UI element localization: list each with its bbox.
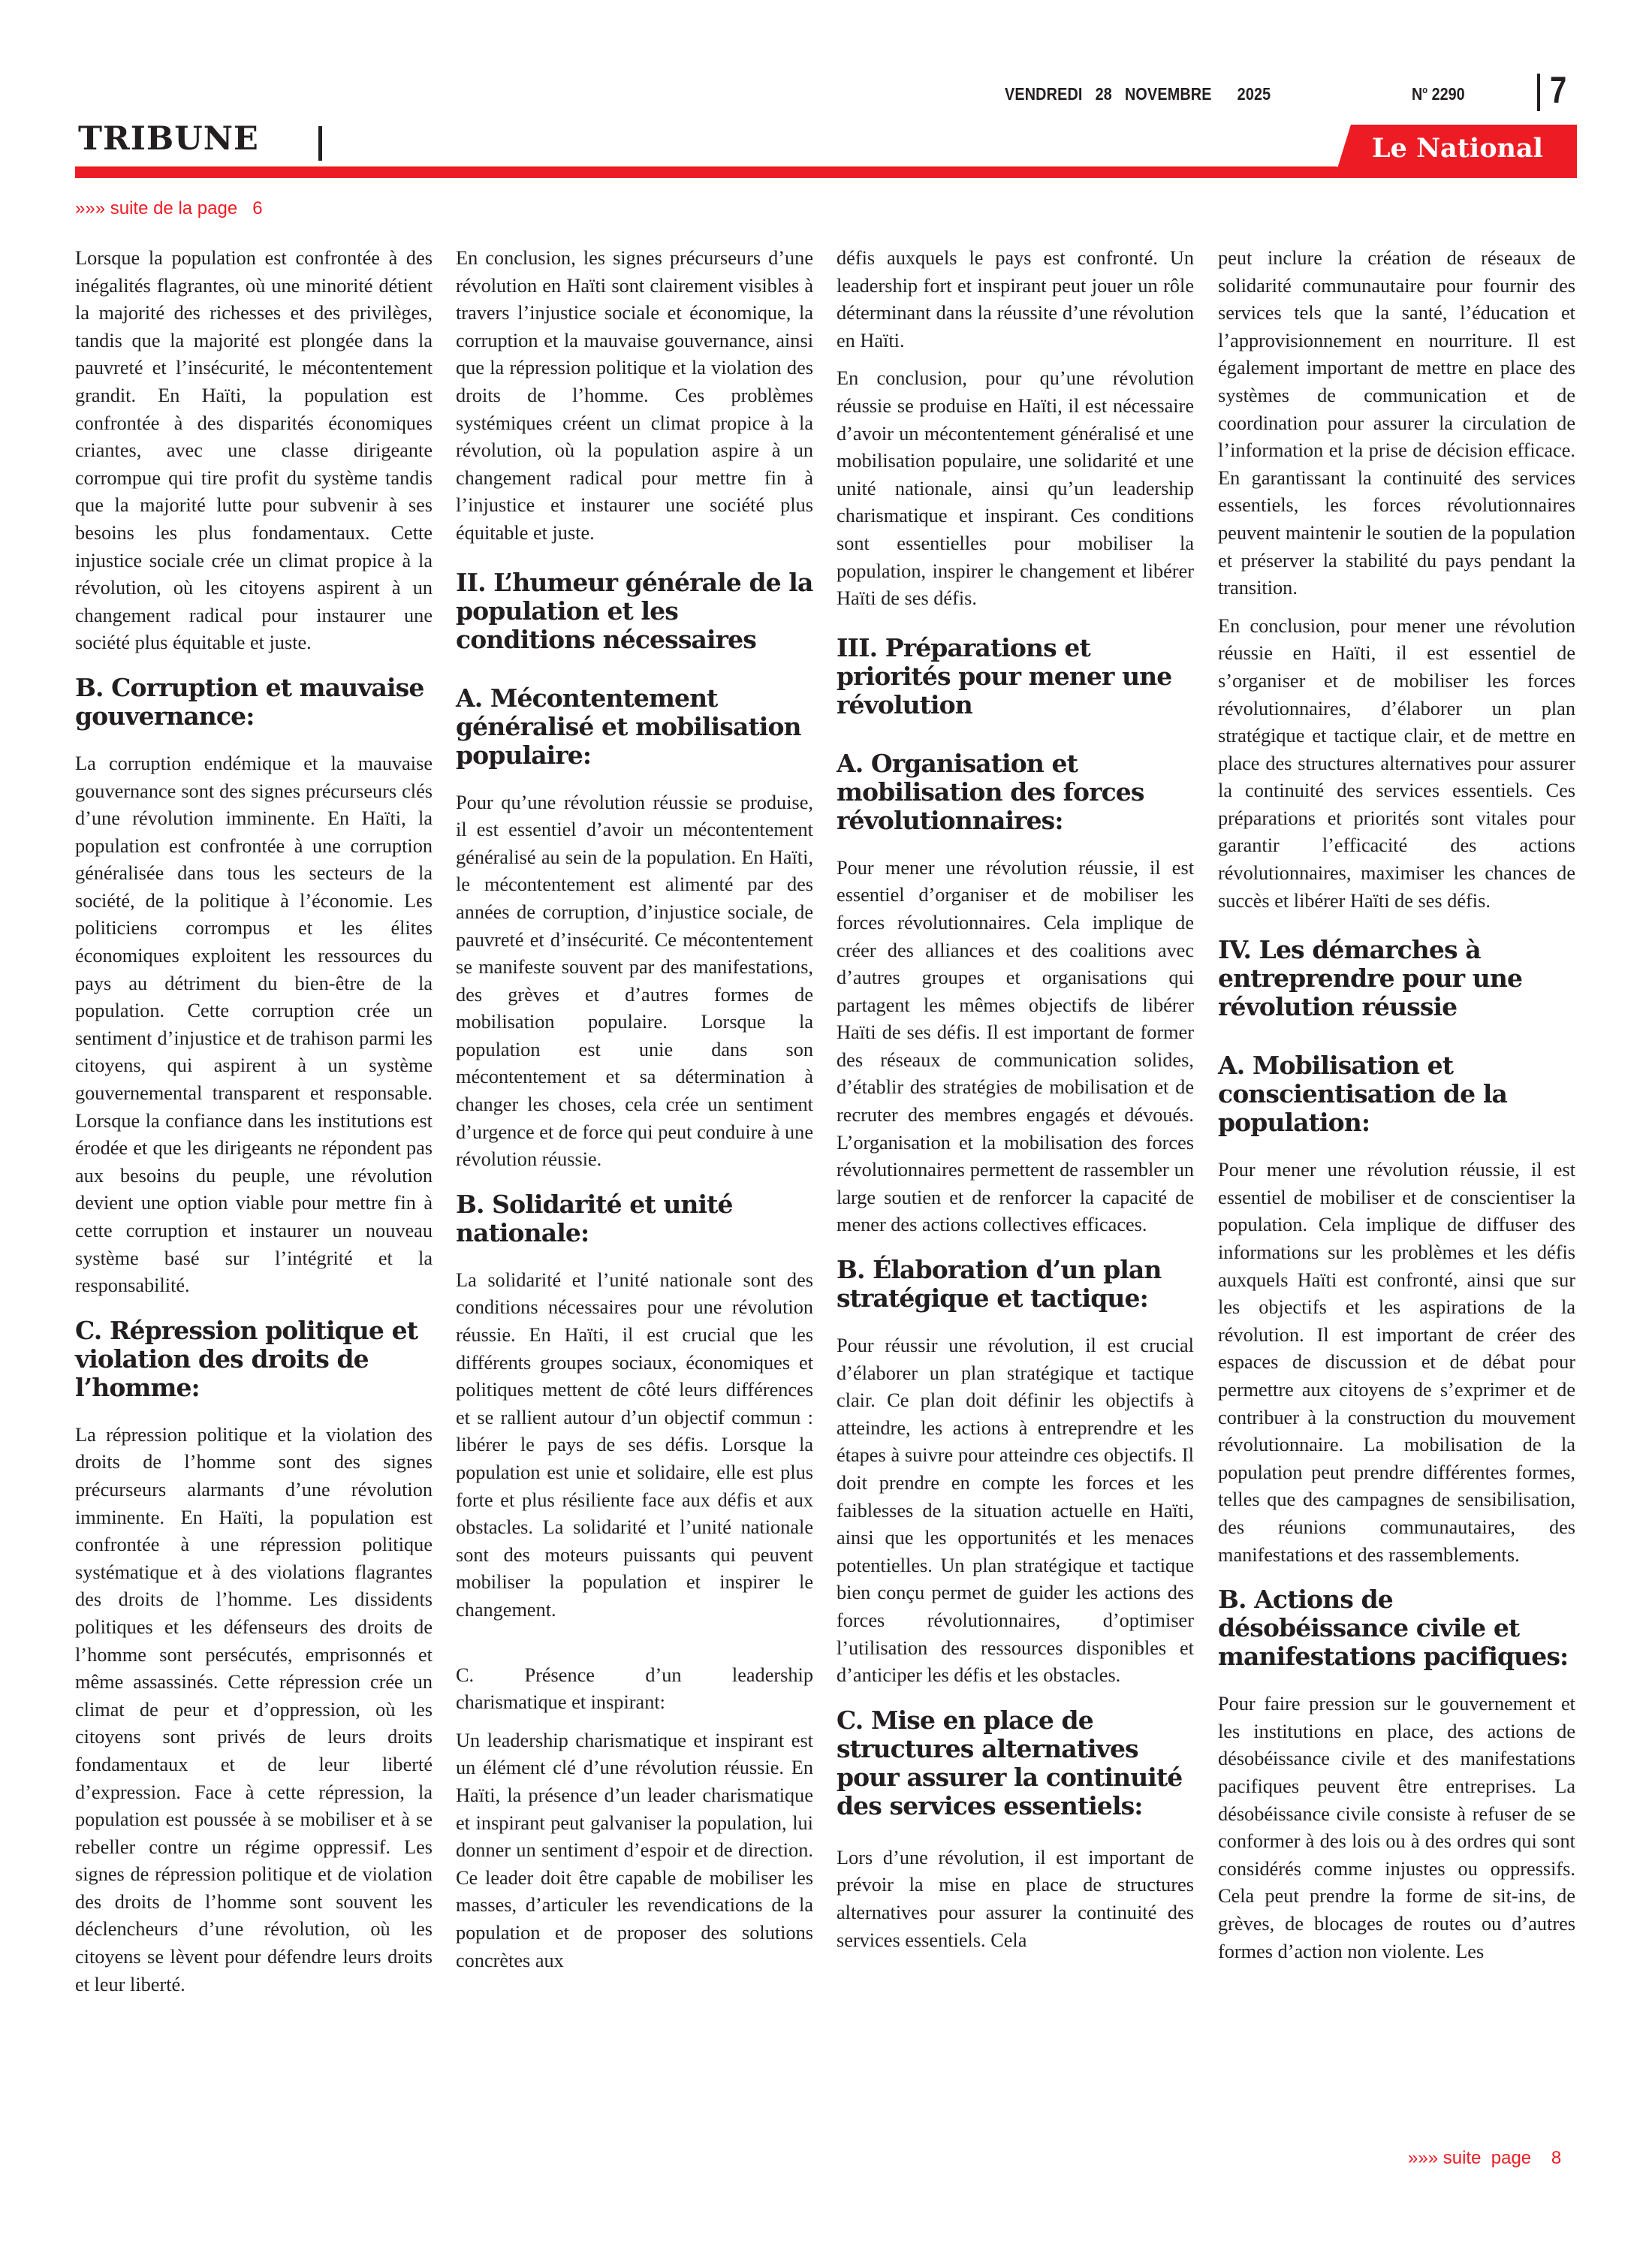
subheading: A. Mécontentement généralisé et mobilisation populaire: bbox=[456, 683, 801, 770]
paragraph: Pour qu’une révolution réussie se produise, il est essentiel d’avoir un mécontentement généralisé au sein de la population. En Haïti, le mécontentement est alimenté par des années de corruption, d’injustice sociale, de pauvreté et d’insécurité. Ce mécontentement se manifeste souvent par des manifestations, des grèves et d’autres formes de mobilisation populaire. Lorsque la population est unie dans son mécontentement et sa détermination à changer les choses, cela crée un sentiment d’urgence et de force qui peut conduire à une révolution réussie. bbox=[456, 791, 813, 1171]
subheading: B. Élaboration d’un plan stratégique et tactique: bbox=[837, 1255, 1162, 1313]
paragraph: Pour mener une révolution réussie, il est essentiel d’organiser et de mobiliser les forces révolutionnaires. Cela implique de créer des alliances et des coalitions avec d’autres groupes et organisations qui partagent les mêmes objectifs de libérer Haïti de ses défis. Il est important de former des réseaux de communication solides, d’établir des stratégies de mobilisation et de recruter des membres engagés et dévoués. L’organisation et la mobilisation des forces révolutionnaires permettent de rassembler un large soutien et de renforcer la capacité de mener des actions collectives efficaces. bbox=[837, 856, 1194, 1236]
paragraph: Pour mener une révolution réussie, il est essentiel de mobiliser et de conscientiser la population. Cela implique de diffuser des informations sur les problèmes et les défis auxquels Haïti est confronté, ainsi que sur les objectifs et les aspirations de la révolution. Il est important de créer des espaces de discussion et de débat pour permettre aux citoyens de s’exprimer et de contribuer à la construction du mouvement révolutionnaire. La mobilisation de la population peut prendre différentes formes, telles que des campagnes de sensibilisation, des réunions communautaires, des manifestations et des rassemblements. bbox=[1218, 1159, 1575, 1566]
subheading: A. Mobilisation et conscientisation de la population: bbox=[1218, 1051, 1507, 1138]
subheading-word: Présence bbox=[524, 1663, 595, 1686]
subheading-word: d’un bbox=[645, 1663, 682, 1686]
continued-to-link[interactable] bbox=[1408, 2148, 1561, 2169]
arrows-icon: »»» bbox=[75, 198, 106, 219]
paragraph: Lors d’une révolution, il est important de prévoir la mise en place de structures alternatives pour assurer la continuité des services essentiels. Cela bbox=[837, 1846, 1194, 1951]
subheading-word: leadership bbox=[731, 1663, 813, 1686]
paragraph: En conclusion, pour mener une révolution réussie en Haïti, il est essentiel de s’organiser et de mobiliser les forces révolutionnaires, d’élaborer un plan stratégique et tactique clair, et de mettre en place des structures alternatives pour assurer la continuité des services essentiels. Ces préparations et priorités sont vitales pour garantir l’efficacité des actions révolutionnaires, maximiser les chances de succès et libérer Haïti de ses défis. bbox=[1218, 614, 1575, 912]
continued-from-page: 6 bbox=[252, 198, 263, 219]
subheading: B. Solidarité et unité nationale: bbox=[456, 1189, 733, 1247]
date-year: 2025 bbox=[1237, 84, 1271, 104]
continued-from-link[interactable] bbox=[75, 198, 263, 219]
section-heading: III. Préparations et priorités pour mener une révolution bbox=[837, 632, 1172, 719]
paragraph: défis auxquels le pays est confronté. Un leadership fort et inspirant peut jouer un rôle déterminant dans la réussite d’une révolution en Haïti. bbox=[837, 247, 1194, 351]
plain-subheading bbox=[456, 1662, 813, 1717]
paragraph: En conclusion, les signes précurseurs d’une révolution en Haïti sont clairement visibles à travers l’injustice sociale et économique, la corruption et la mauvaise gouvernance, ainsi que la répression politique et la violation des droits de l’homme. Ces problèmes systémiques créent un climat propice à la révolution, où la population aspire à un changement radical pour mettre fin à l’injustice et instaurer une société plus équitable et juste. bbox=[456, 247, 813, 544]
subheading: A. Organisation et mobilisation des forces révolutionnaires: bbox=[837, 748, 1144, 835]
issue-value: 2290 bbox=[1431, 84, 1465, 104]
paragraph: Un leadership charismatique et inspirant est un élément clé d’une révolution réussie. En Haïti, la présence d’un leader charismatique et inspirant peut galvaniser la population, lui donner un sentiment d’espoir et de direction. Ce leader doit être capable de mobiliser les masses, d’articuler les revendications de la population et de proposer des solutions concrètes aux bbox=[456, 1729, 813, 1971]
article-column-3 bbox=[837, 245, 1194, 1954]
continued-to-page: 8 bbox=[1551, 2148, 1562, 2168]
article-column-1 bbox=[75, 245, 433, 1998]
dateline bbox=[1005, 84, 1271, 104]
subheading-word: C. bbox=[456, 1663, 475, 1686]
paragraph: La solidarité et l’unité nationale sont des conditions nécessaires pour une révolution réussie. En Haïti, il est crucial que les différents groupes sociaux, économiques et politiques mettent de côté leurs différences et se rallient autour d’un objectif commun : libérer le pays de ses défis. Lorsque la population est unie et solidaire, elle est plus forte et plus résiliente face aux défis et aux obstacles. La solidarité et l’unité nationale sont des moteurs puissants qui peuvent mobiliser la population et inspirer le changement. bbox=[456, 1268, 813, 1621]
paragraph: En conclusion, pour qu’une révolution réussie se produise en Haïti, il est nécessaire d’avoir un mécontentement généralisé et une mobilisation populaire, une solidarité et une unité nationale, ainsi qu’un leadership charismatique et inspirant. Ces conditions sont essentielles pour mobiliser la population, inspirer le changement et libérer Haïti de ses défis. bbox=[837, 367, 1194, 610]
continued-to-label: suite page bbox=[1442, 2148, 1532, 2168]
paragraph: peut inclure la création de réseaux de solidarité communautaire pour fournir des services tels que la santé, l’éducation et l’approvisionnement en nourriture. Il est également important de mettre en place des systèmes de communication et de coordination pour assurer la circulation de l’information et la prise de décision efficace. En garantissant la continuité des services essentiels, les forces révolutionnaires peuvent maintenir le soutien de la population et préserver la stabilité du pays pendant la transition. bbox=[1218, 247, 1575, 599]
issue-prefix: N bbox=[1412, 84, 1423, 104]
article-column-4 bbox=[1218, 245, 1575, 1965]
subheading: C. Répression politique et violation des droits de l’homme: bbox=[75, 1315, 418, 1402]
section-title-divider bbox=[318, 126, 322, 161]
paragraph: Pour faire pression sur le gouvernement et les institutions en place, des actions de désobéissance civile et des manifestations pacifiques peuvent être entreprises. La désobéissance civile consiste à refuser de se conformer à des lois ou à des ordres qui sont considérés comme injustes ou oppressifs. Cela peut prendre la forme de sit-ins, de grèves, de blocages de routes ou d’autres formes d’action non violente. Les bbox=[1218, 1693, 1575, 1962]
subheading: B. Corruption et mauvaise gouvernance: bbox=[75, 672, 424, 731]
article-column-2 bbox=[456, 245, 813, 1974]
issue-sup: o bbox=[1422, 84, 1428, 95]
subheading-rest: charismatique et inspirant: bbox=[456, 1691, 665, 1714]
subheading: C. Mise en place de structures alternatives pour assurer la continuité des services essentiels: bbox=[837, 1705, 1183, 1820]
date-day: 28 bbox=[1095, 84, 1112, 104]
arrows-icon: »»» bbox=[1408, 2148, 1439, 2168]
issue-number bbox=[1412, 84, 1465, 104]
section-heading: II. L’humeur générale de la population et les conditions nécessaires bbox=[456, 567, 813, 654]
brand-name: Le National bbox=[1372, 133, 1543, 164]
paragraph: Lorsque la population est confrontée à des inégalités flagrantes, où une minorité détient la majorité des richesses et des privilèges, tandis que la majorité est plongée dans la pauvreté et l’insécurité, le mécontentement grandit. En Haïti, la population est confrontée à des disparités économiques criantes, avec une classe dirigeante corrompue qui tire profit du système tandis que la majorité lutte pour subvenir à ses besoins les plus fondamentaux. Cette injustice sociale crée un climat propice à la révolution, où les citoyens aspirent à un changement radical pour instaurer une société plus équitable et juste. bbox=[75, 247, 433, 654]
page-number-divider bbox=[1537, 74, 1540, 111]
paragraph: La répression politique et la violation des droits de l’homme sont des signes précurseurs alarmants d’une révolution imminente. En Haïti, la population est confrontée à une répression politique systématique et à des violations flagrantes des droits de l’homme. Les dissidents politiques et les défenseurs des droits de l’homme sont persécutés, emprisonnés et même assassinés. Cette répression crée un climat de peur et d’oppression, où les citoyens sont privés de leurs droits fondamentaux et de leur liberté d’expression. Face à cette répression, la population est poussée à se mobiliser et à se rebeller contre un régime oppressif. Les signes de répression politique et de violation des droits de l’homme sont souvent les déclencheurs d’une révolution, où les citoyens se lèvent pour défendre leurs droits et leur liberté. bbox=[75, 1423, 433, 1995]
subheading: B. Actions de désobéissance civile et manifestations pacifiques: bbox=[1218, 1585, 1569, 1672]
section-heading: IV. Les démarches à entreprendre pour une révolution réussie bbox=[1218, 935, 1523, 1022]
paragraph: Pour réussir une révolution, il est crucial d’élaborer un plan stratégique et tactique clair. Ce plan doit définir les objectifs à atteindre, les actions à entreprendre et les étapes à suivre pour atteindre ces objectifs. Il doit prendre en compte les forces et les faiblesses de la situation actuelle en Haïti, ainsi que les opportunités et les menaces potentielles. Un plan stratégique et tactique bien conçu permet de guider les actions des forces révolutionnaires, d’optimiser l’utilisation des ressources disponibles et d’anticiper les défis et les obstacles. bbox=[837, 1335, 1194, 1687]
page-number: 7 bbox=[1550, 69, 1567, 111]
date-day-name: VENDREDI bbox=[1005, 84, 1083, 104]
date-month: NOVEMBRE bbox=[1124, 84, 1212, 104]
paragraph: La corruption endémique et la mauvaise gouvernance sont des signes précurseurs clés d’une révolution imminente. En Haïti, la population est confrontée à une corruption généralisée dans tous les secteurs de la société, de la politique à l’économie. Les politiciens corrompus et les élites économiques exploitent les ressources du pays au détriment du bien-être de la population. Cette corruption crée un sentiment d’injustice et de trahison parmi les citoyens, qui aspirent à un système gouvernemental transparent et responsable. Lorsque la confiance dans les institutions est érodée et que les dirigeants ne répondent pas aux besoins du peuple, une révolution devient une option viable pour mettre fin à cette corruption et instaurer un nouveau système basé sur l’intégrité et la responsabilité. bbox=[75, 752, 433, 1297]
section-title: TRIBUNE bbox=[78, 120, 259, 158]
continued-from-label: suite de la page bbox=[110, 198, 238, 219]
